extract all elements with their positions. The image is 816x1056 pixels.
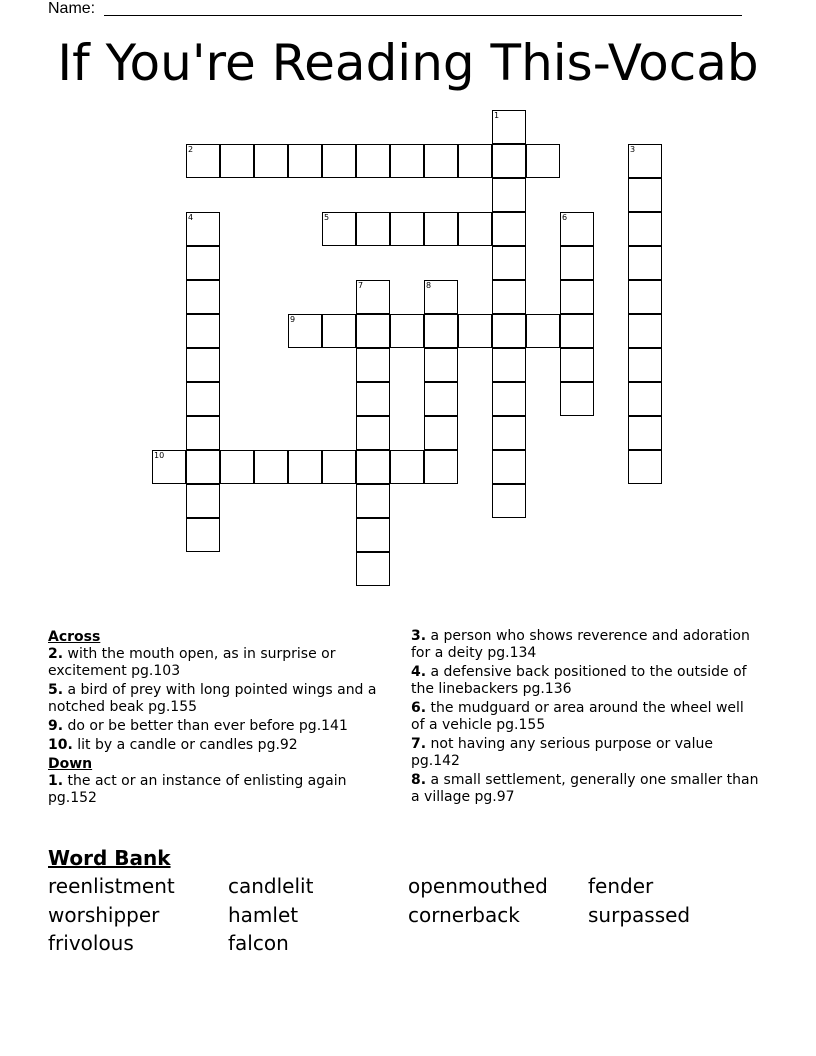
grid-cell[interactable] <box>288 144 322 178</box>
clue-number: 3 <box>630 145 636 154</box>
word-bank-word: openmouthed <box>408 874 548 898</box>
word-bank-word: reenlistment <box>48 874 175 898</box>
grid-cell[interactable] <box>492 416 526 450</box>
grid-cell[interactable] <box>628 416 662 450</box>
clue-item <box>48 737 393 754</box>
grid-cell[interactable] <box>390 144 424 178</box>
grid-cell[interactable] <box>356 144 390 178</box>
grid-cell[interactable] <box>560 348 594 382</box>
name-label: Name: <box>48 0 96 17</box>
clue-item-text: the mudguard or area around the wheel well of a vehicle pg.155 <box>411 700 744 733</box>
clue-item-number: 10. <box>48 737 73 753</box>
grid-cell[interactable] <box>492 348 526 382</box>
clue-number: 2 <box>188 145 194 154</box>
clues-left-column <box>48 628 393 809</box>
grid-cell[interactable] <box>492 110 526 144</box>
clue-item-number: 1. <box>48 773 64 789</box>
grid-cell[interactable] <box>424 416 458 450</box>
word-bank-word: falcon <box>228 931 289 955</box>
clue-item <box>48 718 393 735</box>
grid-cell[interactable] <box>628 144 662 178</box>
grid-cell[interactable] <box>356 518 390 552</box>
down-clue-list-continued <box>411 628 761 806</box>
grid-cell[interactable] <box>526 144 560 178</box>
clue-item <box>411 700 761 734</box>
grid-cell[interactable] <box>254 144 288 178</box>
grid-cell[interactable] <box>628 212 662 246</box>
grid-cell[interactable] <box>356 552 390 586</box>
across-clue-list <box>48 646 393 754</box>
clue-number: 5 <box>324 213 330 222</box>
grid-cell[interactable] <box>186 348 220 382</box>
grid-cell[interactable] <box>186 450 220 484</box>
grid-cell[interactable] <box>356 484 390 518</box>
word-bank-word: fender <box>588 874 654 898</box>
clue-item-text: lit by a candle or candles pg.92 <box>72 737 298 753</box>
grid-cell[interactable] <box>492 280 526 314</box>
grid-cell[interactable] <box>186 212 220 246</box>
clue-item-text: a person who shows reverence and adoration for a deity pg.134 <box>411 628 750 661</box>
clue-number: 7 <box>358 281 364 290</box>
grid-cell[interactable] <box>186 314 220 348</box>
grid-cell[interactable] <box>458 314 492 348</box>
grid-cell[interactable] <box>560 246 594 280</box>
grid-cell[interactable] <box>288 314 322 348</box>
grid-cell[interactable] <box>220 450 254 484</box>
grid-cell[interactable] <box>458 144 492 178</box>
grid-cell[interactable] <box>628 178 662 212</box>
clue-item-number: 6. <box>411 700 427 716</box>
grid-cell[interactable] <box>628 348 662 382</box>
grid-cell[interactable] <box>186 144 220 178</box>
clues-right-column <box>411 628 761 808</box>
grid-cell[interactable] <box>424 314 458 348</box>
grid-cell[interactable] <box>560 280 594 314</box>
grid-cell[interactable] <box>628 314 662 348</box>
grid-cell[interactable] <box>186 382 220 416</box>
clue-item-text: with the mouth open, as in surprise or excitement pg.103 <box>48 646 336 679</box>
word-bank-word: surpassed <box>588 903 691 927</box>
clue-number: 6 <box>562 213 568 222</box>
grid-cell[interactable] <box>186 416 220 450</box>
clue-item-text: a defensive back positioned to the outside of the linebackers pg.136 <box>411 664 747 697</box>
grid-cell[interactable] <box>390 212 424 246</box>
grid-cell[interactable] <box>424 348 458 382</box>
grid-cell[interactable] <box>356 280 390 314</box>
grid-cell[interactable] <box>492 484 526 518</box>
grid-cell[interactable] <box>390 314 424 348</box>
grid-cell[interactable] <box>458 212 492 246</box>
down-clue-list <box>48 773 393 807</box>
clue-item <box>411 628 761 662</box>
grid-cell[interactable] <box>424 450 458 484</box>
clue-item <box>48 682 393 716</box>
grid-cell[interactable] <box>424 280 458 314</box>
down-heading: Down <box>48 756 93 772</box>
grid-cell[interactable] <box>492 314 526 348</box>
grid-cell[interactable] <box>390 450 424 484</box>
grid-cell[interactable] <box>560 314 594 348</box>
grid-cell[interactable] <box>560 382 594 416</box>
grid-cell[interactable] <box>356 212 390 246</box>
grid-cell[interactable] <box>356 314 390 348</box>
clue-item <box>411 664 761 698</box>
word-bank-word: frivolous <box>48 931 134 955</box>
grid-cell[interactable] <box>288 450 322 484</box>
clue-number: 8 <box>426 281 432 290</box>
clue-item-number: 9. <box>48 718 64 734</box>
word-bank-word: worshipper <box>48 903 160 927</box>
clue-item-text: do or be better than ever before pg.141 <box>63 718 348 734</box>
grid-cell[interactable] <box>254 450 288 484</box>
clue-item-text: a small settlement, generally one smaller than a village pg.97 <box>411 772 759 805</box>
grid-cell[interactable] <box>492 246 526 280</box>
clue-item-number: 2. <box>48 646 64 662</box>
grid-cell[interactable] <box>628 450 662 484</box>
grid-cell[interactable] <box>424 382 458 416</box>
grid-cell[interactable] <box>356 416 390 450</box>
grid-cell[interactable] <box>492 144 526 178</box>
clue-item-text: not having any serious purpose or value pg.142 <box>411 736 713 769</box>
clue-item-number: 3. <box>411 628 427 644</box>
clue-item-text: the act or an instance of enlisting again pg.152 <box>48 773 347 806</box>
grid-cell[interactable] <box>628 280 662 314</box>
grid-cell[interactable] <box>492 178 526 212</box>
grid-cell[interactable] <box>424 212 458 246</box>
clue-item <box>411 772 761 806</box>
grid-cell[interactable] <box>356 382 390 416</box>
grid-cell[interactable] <box>492 382 526 416</box>
word-bank-word: cornerback <box>408 903 520 927</box>
page-title: If You're Reading This-Vocab <box>57 34 759 92</box>
clue-item <box>48 773 393 807</box>
word-bank-heading: Word Bank <box>48 846 171 870</box>
grid-cell[interactable] <box>220 144 254 178</box>
grid-cell[interactable] <box>526 314 560 348</box>
grid-cell[interactable] <box>322 450 356 484</box>
clue-number: 4 <box>188 213 194 222</box>
grid-cell[interactable] <box>628 246 662 280</box>
grid-cell[interactable] <box>186 518 220 552</box>
across-heading: Across <box>48 629 101 645</box>
word-bank-word: hamlet <box>228 903 299 927</box>
clue-item-text: a bird of prey with long pointed wings and a notched beak pg.155 <box>48 682 377 715</box>
clue-item-number: 4. <box>411 664 427 680</box>
grid-cell[interactable] <box>492 450 526 484</box>
grid-cell[interactable] <box>322 314 356 348</box>
word-bank-word: candlelit <box>228 874 314 898</box>
clue-item-number: 8. <box>411 772 427 788</box>
grid-cell[interactable] <box>628 382 662 416</box>
clue-item <box>411 736 761 770</box>
grid-cell[interactable] <box>492 212 526 246</box>
grid-cell[interactable] <box>560 212 594 246</box>
clue-item-number: 7. <box>411 736 427 752</box>
grid-cell[interactable] <box>186 280 220 314</box>
grid-cell[interactable] <box>152 450 186 484</box>
grid-cell[interactable] <box>186 484 220 518</box>
grid-cell[interactable] <box>186 246 220 280</box>
clue-number: 10 <box>154 451 165 460</box>
clue-item <box>48 646 393 680</box>
grid-cell[interactable] <box>322 212 356 246</box>
clue-item-number: 5. <box>48 682 64 698</box>
grid-cell[interactable] <box>356 450 390 484</box>
grid-cell[interactable] <box>424 144 458 178</box>
clue-number: 1 <box>494 111 500 120</box>
grid-cell[interactable] <box>322 144 356 178</box>
clue-number: 9 <box>290 315 296 324</box>
grid-cell[interactable] <box>356 348 390 382</box>
